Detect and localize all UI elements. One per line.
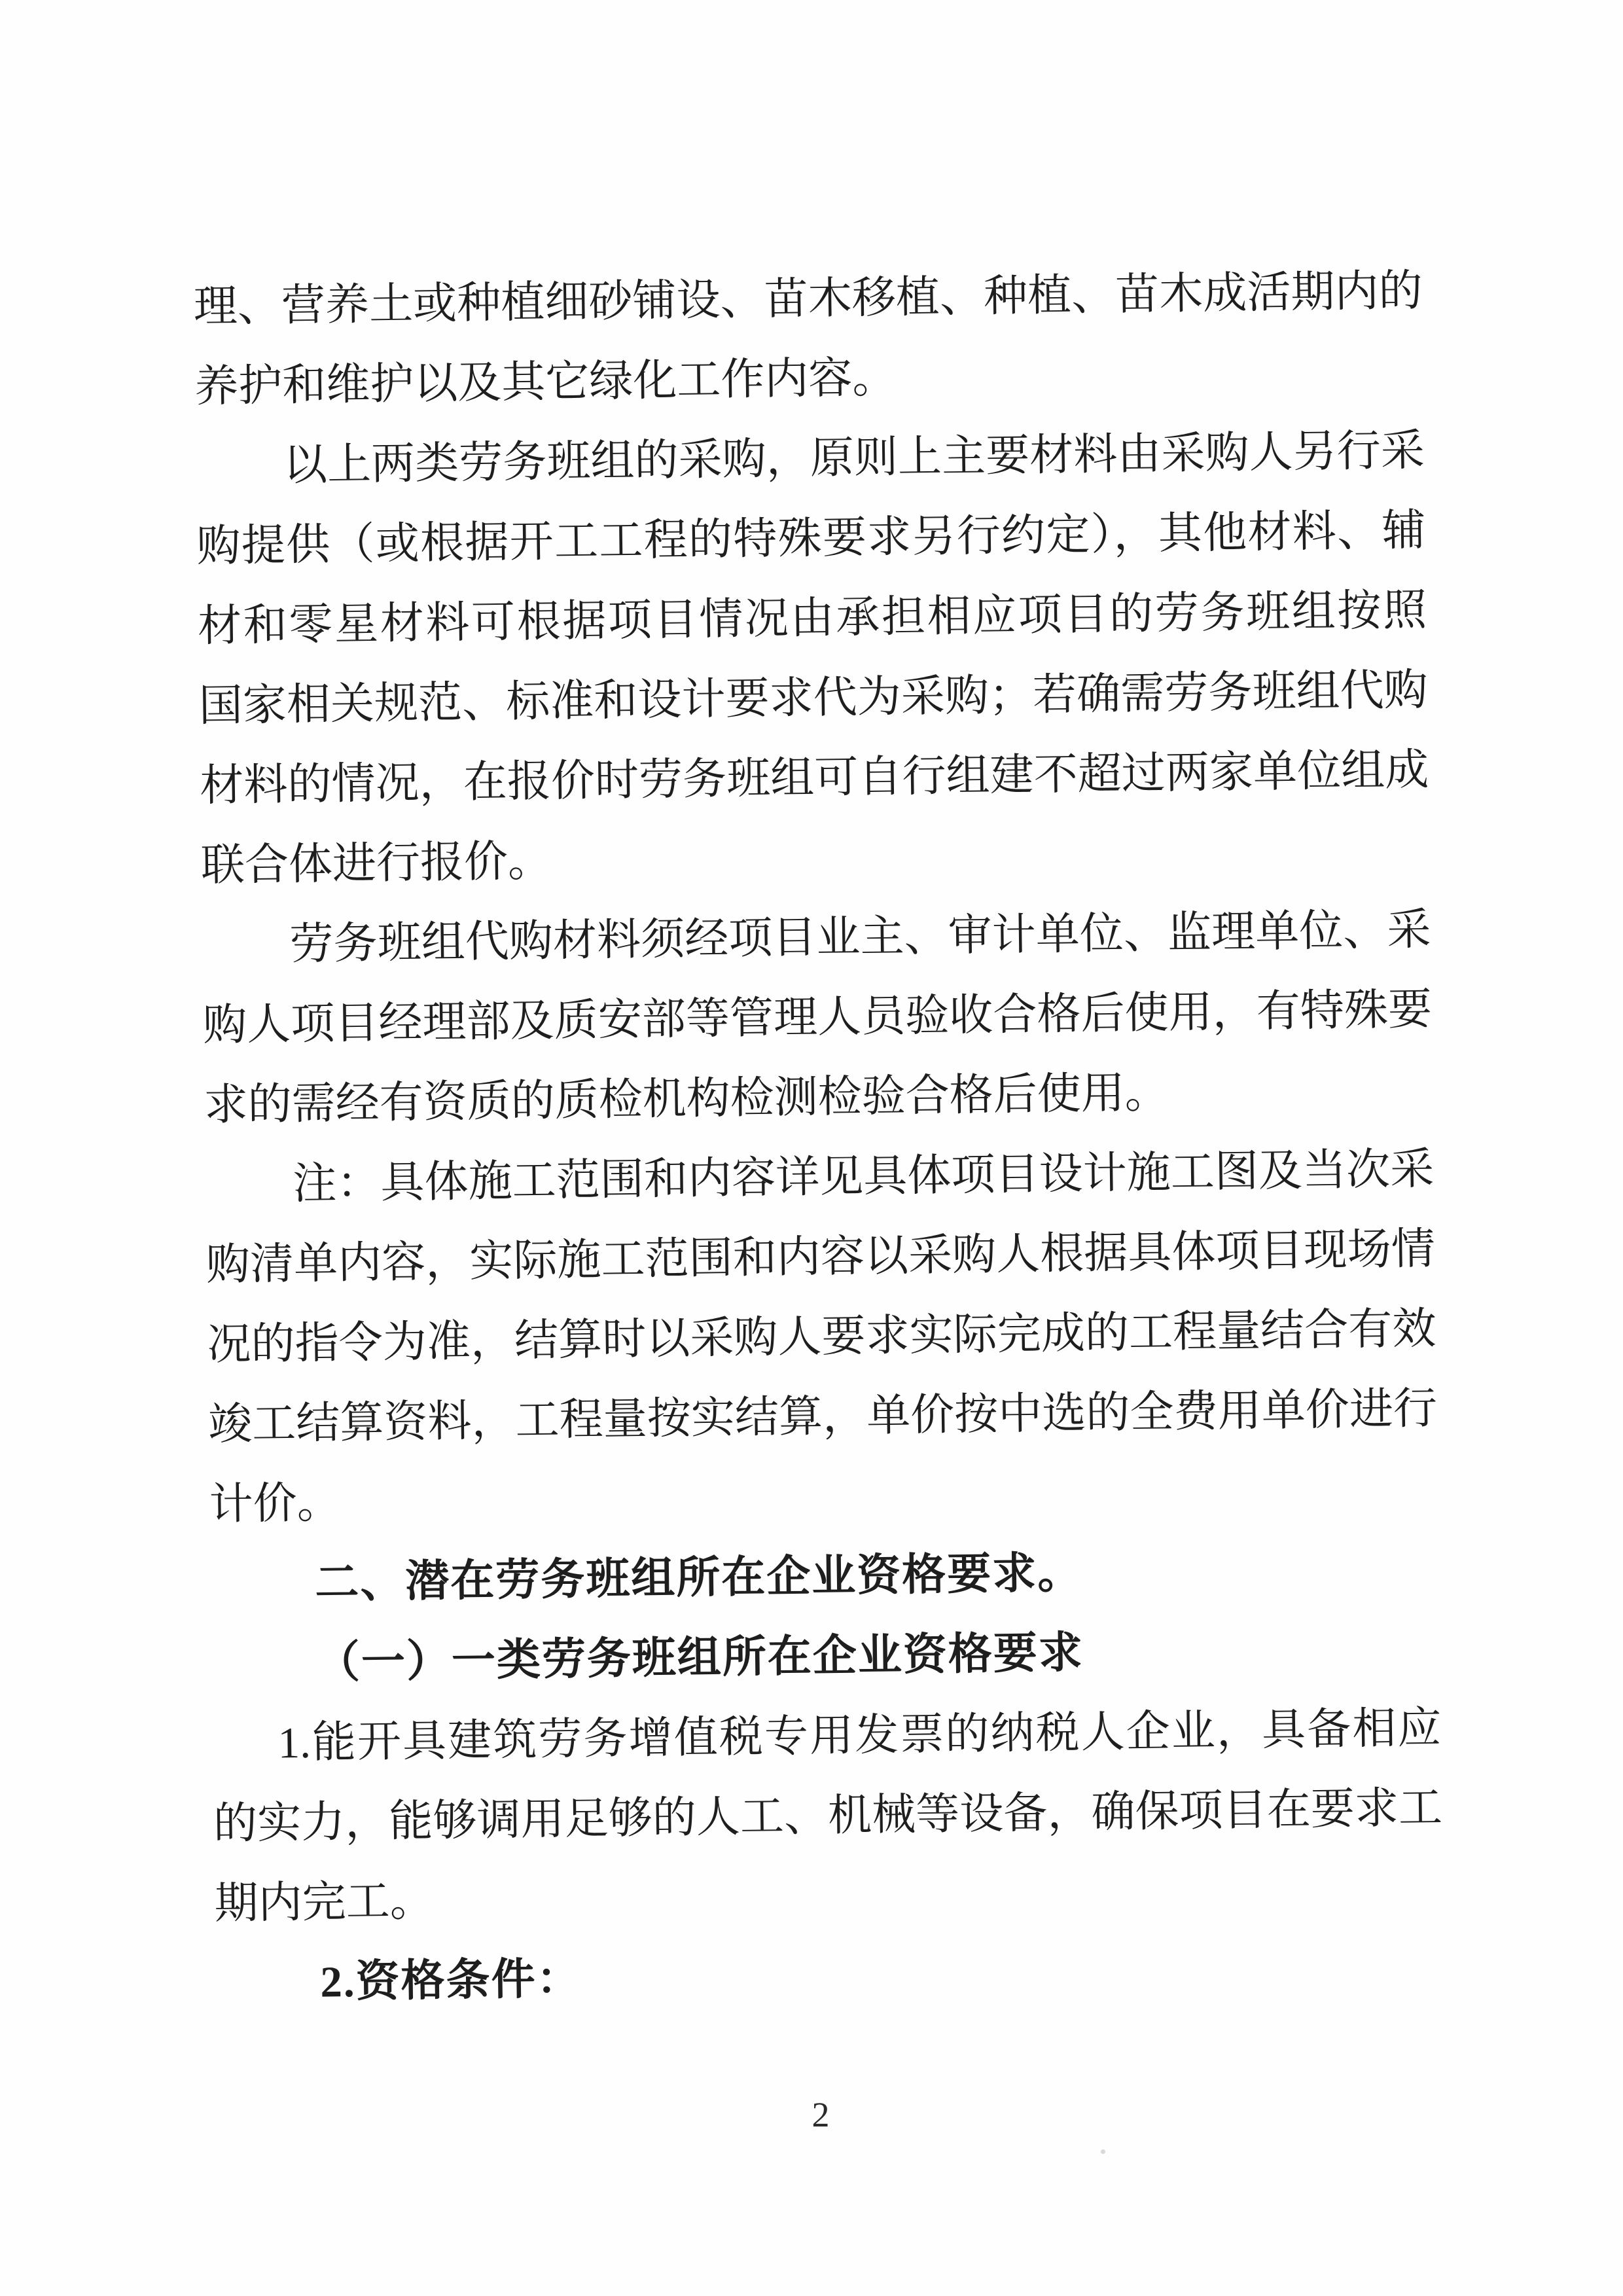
section-heading: 2.资格条件： [319,1954,582,2007]
text-line: 购人项目经理部及质安部等管理人员验收合格后使用，有特殊要 [202,985,1433,1050]
text-line: 材和零星材料可根据项目情况由承担相应项目的劳务班组按照 [197,586,1427,651]
text-line: 注：具体施工范围和内容详见具体项目设计施工图及当次采 [292,1145,1435,1209]
text-line: 计价。 [209,1479,342,1529]
text-line: 材料的情况，在报价时劳务班组可自行组建不超过两家单位组成 [199,745,1429,810]
text-line: 况的指令为准，结算时以采购人要求实际完成的工程量结合有效 [207,1304,1436,1369]
text-line: 的实力，能够调用足够的人工、机械等设备，确保项目在要求工 [213,1784,1443,1848]
text-line: 竣工结算资料，工程量按实结算，单价按中选的全费用单价进行 [207,1384,1438,1449]
text-line: 国家相关规范、标准和设计要求代为采购；若确需劳务班组代购 [198,666,1429,730]
text-line: 购提供（或根据开工工程的特殊要求另行约定），其他材料、辅 [196,506,1426,571]
text-line: 期内完工。 [214,1876,435,1928]
text-line: 养护和维护以及其它绿化工作内容。 [194,353,897,411]
text-line: 理、营养土或种植细砂铺设、苗木移植、种植、苗木成活期内的 [193,266,1423,331]
text-line: 求的需经有资质的质检机构检测检验合格后使用。 [204,1068,1169,1130]
text-line: 购清单内容，实际施工范围和内容以采购人根据具体项目现场情 [205,1225,1436,1289]
scan-artifact-dot [1101,2149,1105,2154]
section-heading: 二、潜在劳务班组所在企业资格要求。 [314,1549,1083,1607]
section-heading: （一）一类劳务班组所在企业资格要求 [315,1628,1084,1687]
text-line: 以上两类劳务班组的采购，原则上主要材料由采购人另行采 [283,426,1425,490]
page-number: 2 [812,2095,830,2134]
text-line: 劳务班组代购材料须经项目业主、审计单位、监理单位、采 [289,905,1431,969]
text-line: 1.能开具建筑劳务增值税专用发票的纳税人企业，具备相应 [277,1704,1442,1768]
text-line: 联合体进行报价。 [200,836,552,890]
document-text-block [193,251,1445,2023]
